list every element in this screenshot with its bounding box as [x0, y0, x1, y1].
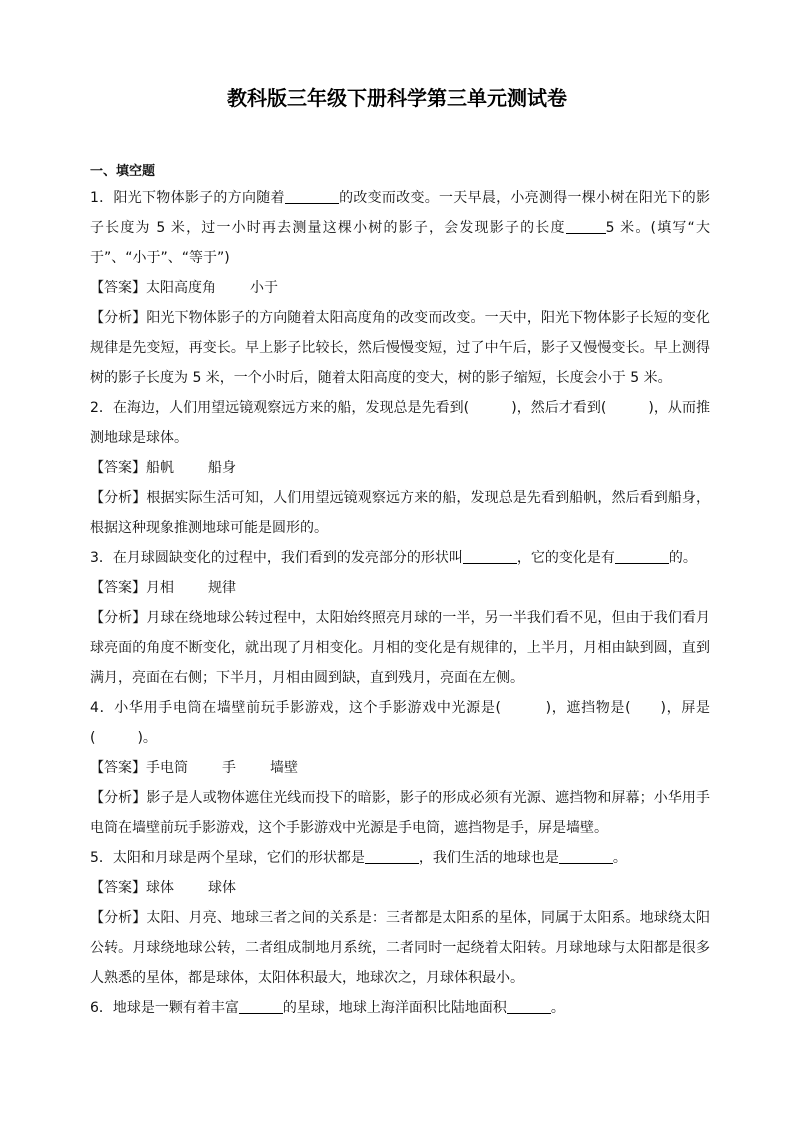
answer-blank[interactable]	[285, 189, 339, 204]
question-2: 2．在海边，人们用望远镜观察远方来的船，发现总是先看到( )，然后才看到( )，从而推测地球是球体。	[90, 400, 710, 446]
analysis-paragraph: 【分析】影子是人或物体遮住光线而投下的暗影，影子的形成必须有光源、遮挡物和屏幕；小华用手电筒在墙壁前玩手影游戏，这个手影游戏中光源是手电筒，遮挡物是手，屏是墙壁。	[90, 790, 711, 836]
answer-blank[interactable]	[239, 999, 283, 1014]
section-heading: 一、填空题	[90, 164, 156, 179]
answer-line: 【答案】船帆 船身	[90, 460, 236, 476]
question-1: 1．阳光下物体影子的方向随着 的改变而改变。一天早晨，小亮测得一棵小树在阳光下的影子长度为 5 米，过一小时再去测量这棵小树的影子，会发现影子的长度 5 米。(填写“大于”、“小于”、“等于”)	[90, 190, 710, 266]
analysis-paragraph: 【分析】月球在绕地球公转过程中，太阳始终照亮月球的一半，另一半我们看不见，但由于我们看月球亮面的角度不断变化，就出现了月相变化。月相的变化是有规律的，上半月，月相由缺到圆，直到满月，亮面在右侧；下半月，月相由圆到缺，直到残月，亮面在左侧。	[90, 610, 711, 686]
answer-line: 【答案】球体 球体	[90, 880, 236, 896]
question-3: 3．在月球圆缺变化的过程中，我们看到的发亮部分的形状叫 ，它的变化是有 的。	[90, 550, 697, 566]
answer-blank[interactable]	[507, 999, 551, 1014]
analysis-paragraph: 【分析】阳光下物体影子的方向随着太阳高度角的改变而改变。一天中，阳光下物体影子长短的变化规律是先变短，再变长。早上影子比较长，然后慢慢变短，过了中午后，影子又慢慢变长。早上测得树的影子长度为 5 米，一个小时后，随着太阳高度的变大，树的影子缩短，长度会小于 5 米。	[90, 310, 711, 386]
page-title: 教科版三年级下册科学第三单元测试卷	[227, 86, 567, 110]
analysis-paragraph: 【分析】根据实际生活可知，人们用望远镜观察远方来的船，发现总是先看到船帆，然后看到船身，根据这种现象推测地球可能是圆形的。	[90, 490, 711, 536]
answer-line: 【答案】太阳高度角 小于	[90, 280, 278, 296]
answer-blank[interactable]	[463, 549, 517, 564]
analysis-paragraph: 【分析】太阳、月亮、地球三者之间的关系是：三者都是太阳系的星体，同属于太阳系。地球绕太阳公转。月球绕地球公转，二者组成制地月系统，二者同时一起绕着太阳转。月球地球与太阳都是很多人熟悉的星体，都是球体，太阳体积最大，地球次之，月球体积最小。	[90, 910, 711, 986]
answer-blank[interactable]	[615, 549, 669, 564]
answer-blank[interactable]	[559, 849, 613, 864]
question-6: 6．地球是一颗有着丰富 的星球，地球上海洋面积比陆地面积 。	[90, 1000, 565, 1016]
answer-blank[interactable]	[365, 849, 419, 864]
question-4: 4．小华用手电筒在墙壁前玩手影游戏，这个手影游戏中光源是( )，遮挡物是( )，屏是( )。	[90, 700, 710, 746]
answer-line: 【答案】手电筒 手 墙壁	[90, 760, 298, 776]
question-5: 5．太阳和月球是两个星球，它们的形状都是 ，我们生活的地球也是 。	[90, 850, 627, 866]
question-list	[90, 183, 710, 1023]
answer-blank[interactable]	[566, 219, 606, 234]
answer-line: 【答案】月相 规律	[90, 580, 236, 596]
